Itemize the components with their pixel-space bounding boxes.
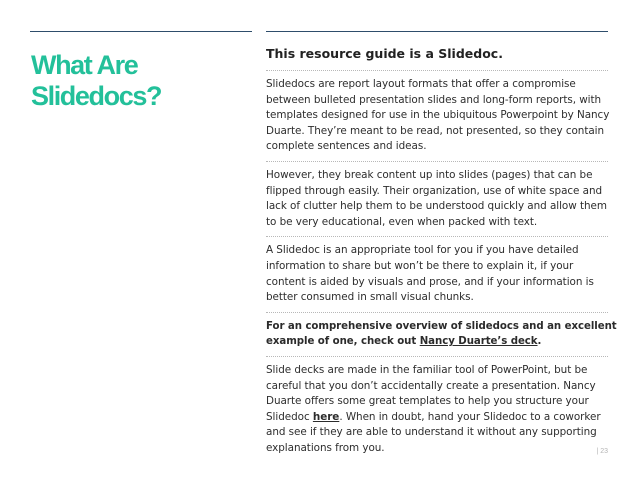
slide-number: | 23 bbox=[596, 448, 608, 455]
paragraph-line: explanations from you. bbox=[266, 441, 385, 454]
text-segment: . bbox=[537, 336, 542, 348]
divider bbox=[266, 312, 608, 313]
paragraph-line: content is aided by visuals and prose, and if your information is bbox=[266, 275, 594, 288]
text-segment: . When in doubt, hand your Slidedoc to a coworker bbox=[339, 410, 601, 423]
paragraph-line bbox=[266, 410, 608, 426]
paragraph-line: templates designed for use in the ubiquitous Powerpoint by Nancy bbox=[266, 109, 610, 122]
top-rule-right bbox=[266, 31, 608, 32]
paragraph-line: For an comprehensive overview of slidedocs and an excellent bbox=[266, 320, 617, 332]
divider bbox=[266, 70, 608, 71]
paragraph-line: complete sentences and ideas. bbox=[266, 140, 427, 153]
divider bbox=[266, 161, 608, 162]
title-line-2: Slidedocs? bbox=[31, 81, 162, 111]
paragraph-overview-callout bbox=[266, 319, 617, 350]
text-segment: Slidedoc bbox=[266, 410, 313, 423]
lead-sentence: This resource guide is a Slidedoc. bbox=[266, 46, 503, 61]
paragraph-line: However, they break content up into slides (pages) that can be bbox=[266, 168, 593, 181]
paragraph-line: and see if they are able to understand it without any supporting bbox=[266, 426, 597, 439]
paragraph-line: between bulleted presentation slides and long-form reports, with bbox=[266, 93, 602, 106]
divider bbox=[266, 236, 608, 237]
body-content bbox=[266, 44, 617, 456]
paragraph-definition bbox=[266, 77, 608, 155]
paragraph-line: better consumed in small visual chunks. bbox=[266, 291, 474, 304]
nancy-duarte-deck-link[interactable]: Nancy Duarte’s deck bbox=[419, 336, 538, 348]
paragraph-line: to be very educational, even when packed with text. bbox=[266, 215, 538, 228]
templates-here-link[interactable]: here bbox=[312, 410, 340, 423]
paragraph-templates bbox=[266, 363, 608, 457]
paragraph-line: Duarte offers some great templates to help you structure your bbox=[266, 395, 589, 408]
paragraph-line: A Slidedoc is an appropriate tool for you if you have detailed bbox=[266, 244, 579, 257]
paragraph-benefits bbox=[266, 168, 608, 230]
paragraph-line: flipped through easily. Their organization, use of white space and bbox=[266, 184, 603, 197]
paragraph-line: careful that you don’t accidentally create a presentation. Nancy bbox=[266, 379, 596, 392]
text-segment: example of one, check out bbox=[266, 336, 420, 348]
paragraph-line: Duarte. They’re meant to be read, not presented, so they contain bbox=[266, 124, 605, 137]
paragraph-line bbox=[266, 334, 608, 350]
paragraph-when-to-use bbox=[266, 243, 608, 305]
divider bbox=[266, 356, 608, 357]
paragraph-line: Slide decks are made in the familiar tool of PowerPoint, but be bbox=[266, 363, 588, 376]
page-title bbox=[31, 50, 251, 112]
title-line-1: What Are bbox=[31, 50, 138, 80]
paragraph-line: lack of clutter help them to be understood quickly and allow them bbox=[266, 200, 607, 213]
top-rule-left bbox=[30, 31, 252, 32]
paragraph-line: Slidedocs are report layout formats that offer a compromise bbox=[266, 78, 576, 90]
paragraph-line: information to share but won’t be there to explain it, if your bbox=[266, 259, 574, 272]
